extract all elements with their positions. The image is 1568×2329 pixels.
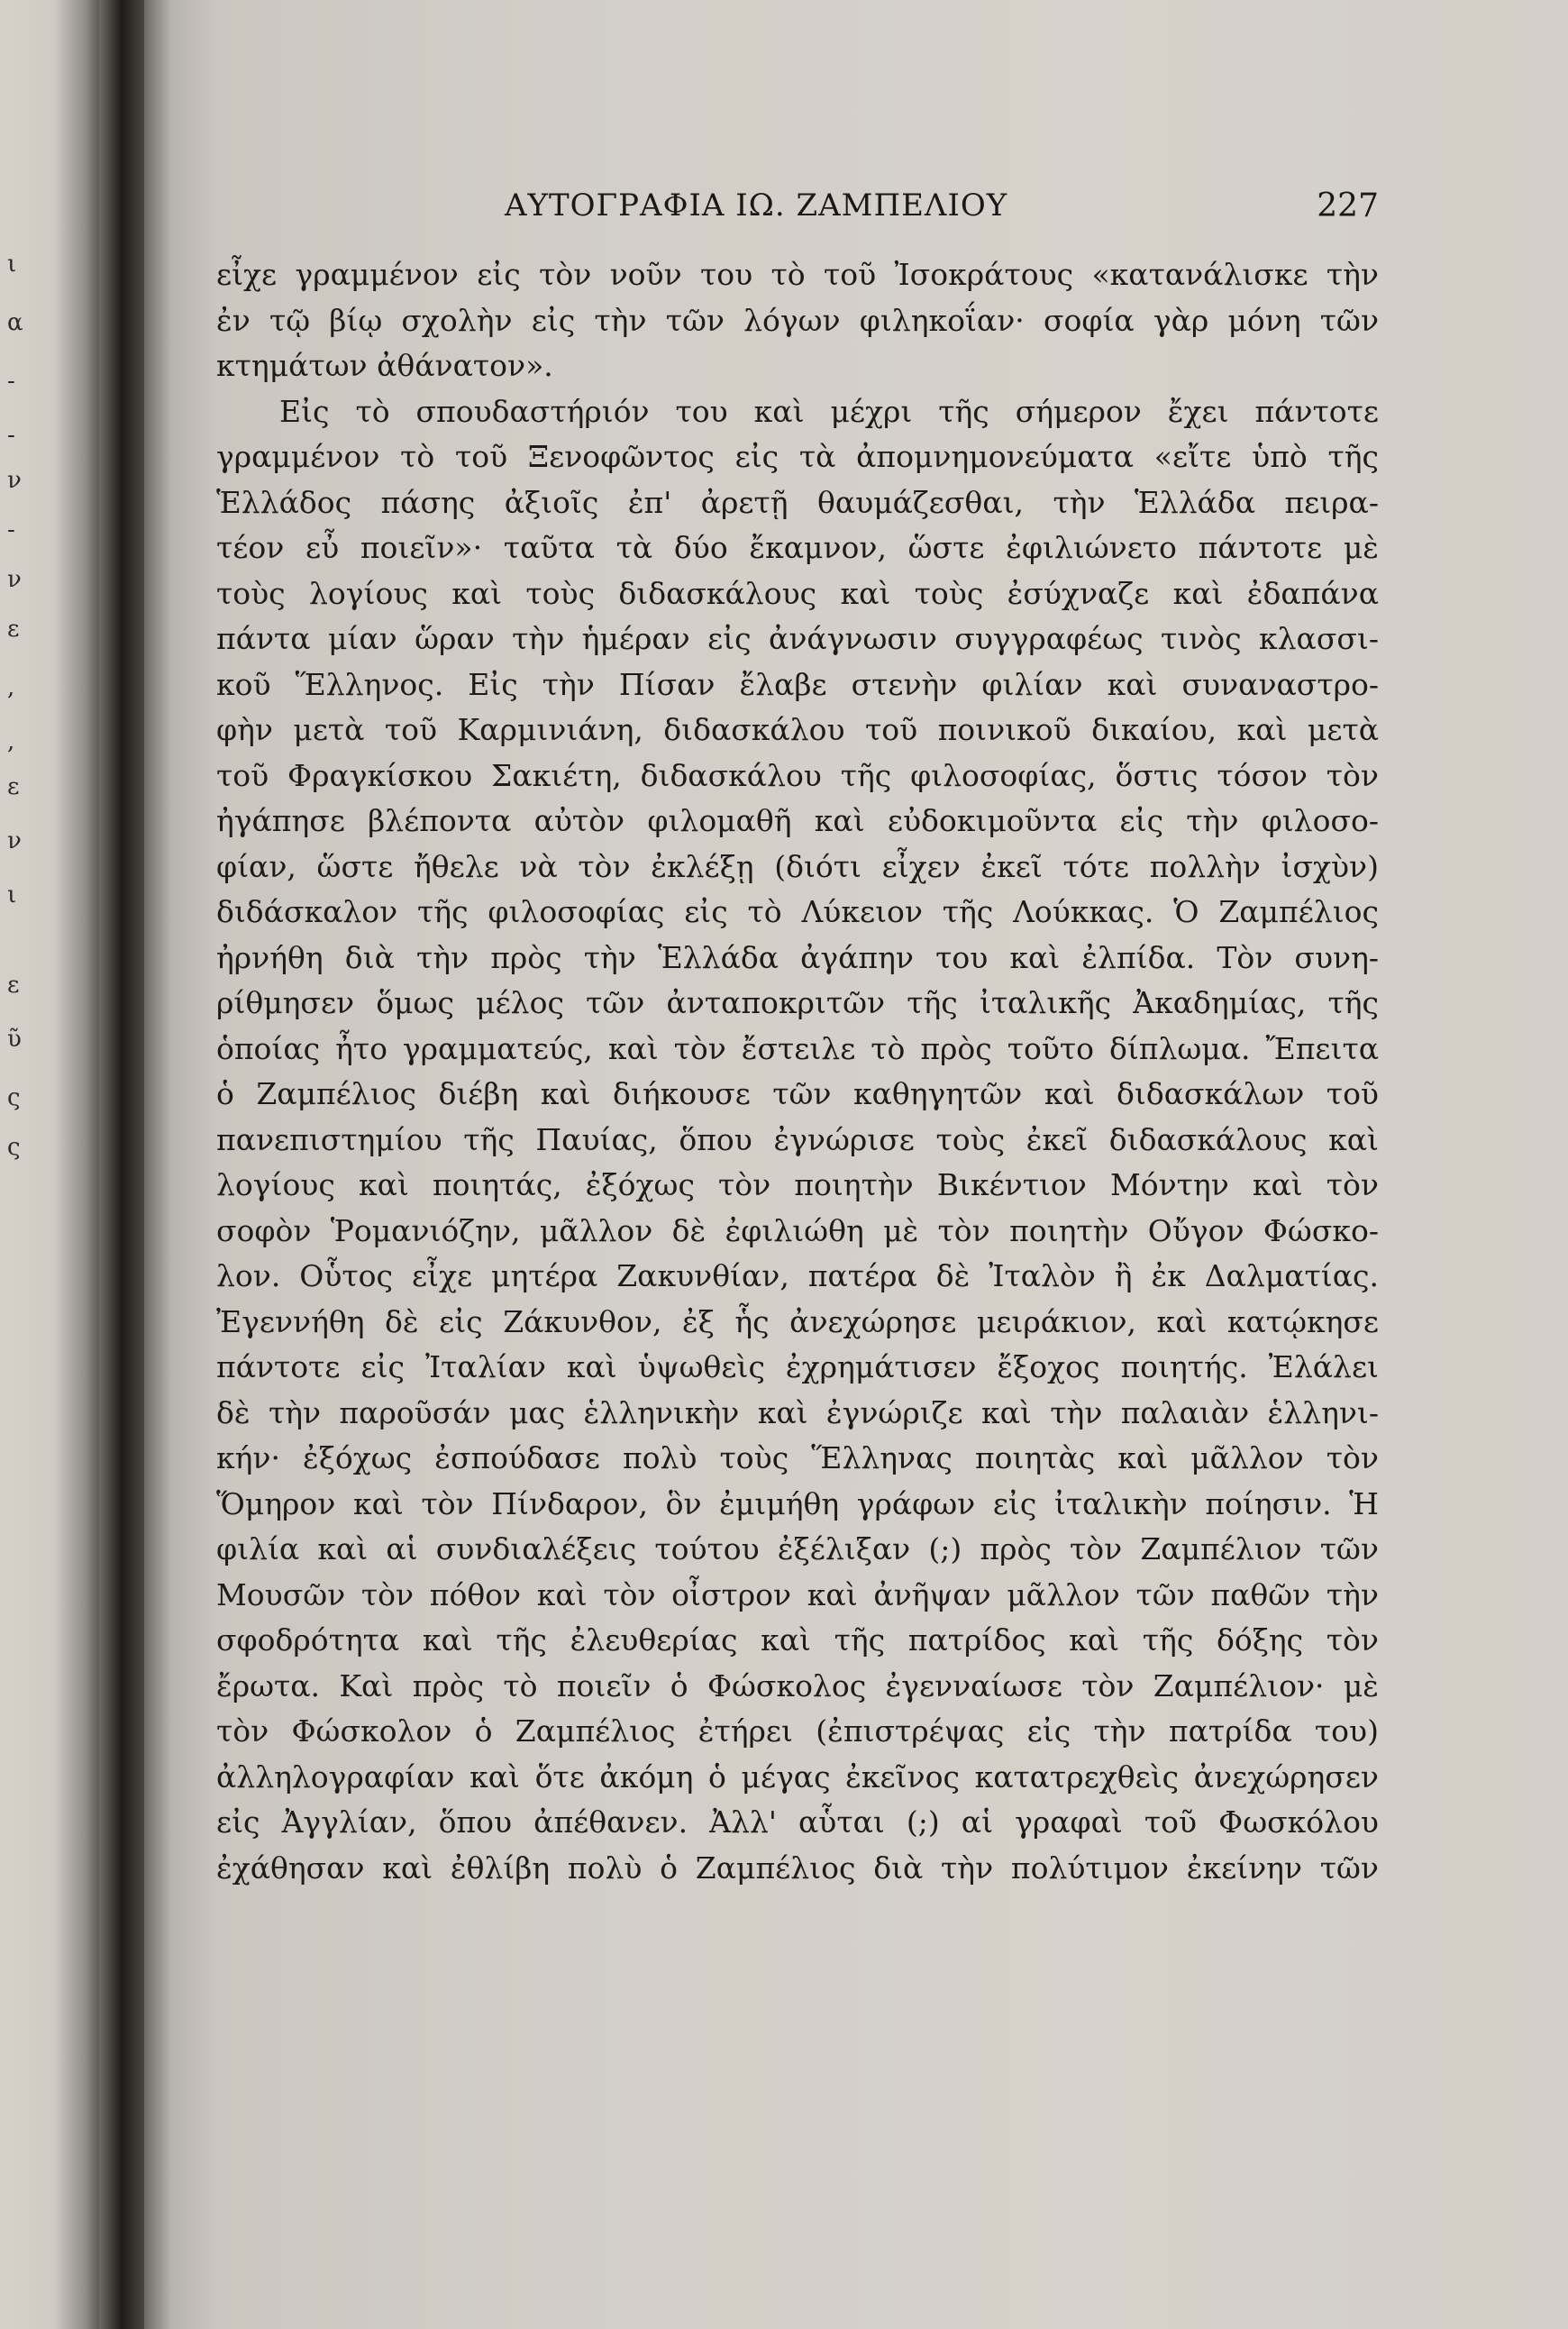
margin-mark: ε bbox=[7, 616, 20, 643]
text-line: ἠρνήθη διὰ τὴν πρὸς τὴν Ἑλλάδα ἀγάπην του καὶ ἐλπίδα. Τὸν συνη- bbox=[216, 939, 1379, 975]
margin-mark: ι bbox=[7, 881, 17, 909]
text-line: ἐχάθησαν καὶ ἐθλίβη πολὺ ὁ Ζαμπέλιος διὰ τὴν πολύτιμον ἐκείνην τῶν bbox=[216, 1850, 1379, 1886]
text-line: εἰς Ἀγγλίαν, ὅπου ἀπέθανεν. Ἀλλ' αὗται (;) αἱ γραφαὶ τοῦ Φωσκόλου bbox=[216, 1804, 1379, 1840]
margin-mark: ν bbox=[7, 827, 22, 854]
margin-mark: , bbox=[7, 674, 15, 701]
text-line: Μουσῶν τὸν πόθον καὶ τὸν οἶστρον καὶ ἀνῆψαν μᾶλλον τῶν παθῶν τὴν bbox=[216, 1576, 1379, 1612]
book-gutter bbox=[99, 0, 144, 2329]
margin-mark: α bbox=[7, 309, 23, 336]
text-line: ἠγάπησε βλέποντα αὐτὸν φιλομαθῆ καὶ εὐδοκιμοῦντα εἰς τὴν φιλοσο- bbox=[216, 803, 1379, 838]
margin-mark: ι bbox=[7, 251, 17, 278]
text-line: ρίθμησεν ὅμως μέλος τῶν ἀνταποκριτῶν τῆς ἰταλικῆς Ἀκαδημίας, τῆς bbox=[216, 985, 1379, 1020]
text-line: τοῦ Φραγκίσκου Σακιέτη, διδασκάλου τῆς φιλοσοφίας, ὅστις τόσον τὸν bbox=[216, 757, 1379, 793]
text-line: κοῦ Ἕλληνος. Εἰς τὴν Πίσαν ἔλαβε στενὴν φιλίαν καὶ συναναστρο- bbox=[216, 666, 1379, 702]
margin-mark: - bbox=[7, 516, 15, 543]
margin-mark: ε bbox=[7, 773, 20, 800]
text-line: σφοδρότητα καὶ τῆς ἐλευθερίας καὶ τῆς πατρίδος καὶ τῆς δόξης τὸν bbox=[216, 1622, 1379, 1658]
text-line: πανεπιστημίου τῆς Παυίας, ὅπου ἐγνώρισε τοὺς ἐκεῖ διδασκάλους καὶ bbox=[216, 1121, 1379, 1157]
text-line: πάντοτε εἰς Ἰταλίαν καὶ ὑψωθεὶς ἐχρημάτισεν ἔξοχος ποιητής. Ἐλάλει bbox=[216, 1349, 1379, 1384]
text-line: δὲ τὴν παροῦσάν μας ἑλληνικὴν καὶ ἐγνώριζε καὶ τὴν παλαιὰν ἑλληνι- bbox=[216, 1394, 1379, 1430]
text-line: τέον εὖ ποιεῖν»· ταῦτα τὰ δύο ἔκαμνον, ὥστε ἐφιλιώνετο πάντοτε μὲ bbox=[216, 530, 1379, 565]
text-line: τοὺς λογίους καὶ τοὺς διδασκάλους καὶ τοὺς ἐσύχναζε καὶ ἐδαπάνα bbox=[216, 575, 1379, 611]
page-content bbox=[216, 171, 1379, 2244]
margin-mark: ν bbox=[7, 467, 22, 494]
text-line: φὴν μετὰ τοῦ Καρμινιάνη, διδασκάλου τοῦ ποινικοῦ δικαίου, καὶ μετὰ bbox=[216, 712, 1379, 747]
text-line: ὁποίας ἦτο γραμματεύς, καὶ τὸν ἔστειλε τὸ πρὸς τοῦτο δίπλωμα. Ἔπειτα bbox=[216, 1030, 1379, 1066]
margin-mark: ς bbox=[7, 1134, 21, 1161]
text-line: λογίους καὶ ποιητάς, ἐξόχως τὸν ποιητὴν Βικέντιον Μόντην καὶ τὸν bbox=[216, 1167, 1379, 1202]
text-line: ἔρωτα. Καὶ πρὸς τὸ ποιεῖν ὁ Φώσκολος ἐγενναίωσε τὸν Ζαμπέλιον· μὲ bbox=[216, 1667, 1379, 1703]
text-line: κήν· ἐξόχως ἐσπούδασε πολὺ τοὺς Ἕλληνας ποιητὰς καὶ μᾶλλον τὸν bbox=[216, 1440, 1379, 1475]
text-line: Εἰς τὸ σπουδαστήριόν του καὶ μέχρι τῆς σήμερον ἔχει πάντοτε bbox=[279, 393, 1379, 429]
text-line: λον. Οὗτος εἶχε μητέρα Ζακυνθίαν, πατέρα δὲ Ἰταλὸν ἢ ἐκ Δαλματίας. bbox=[216, 1258, 1379, 1293]
text-line: τὸν Φώσκολον ὁ Ζαμπέλιος ἐτήρει (ἐπιστρέψας εἰς τὴν πατρίδα του) bbox=[216, 1713, 1379, 1749]
text-line: ἐν τῷ βίῳ σχολὴν εἰς τὴν τῶν λόγων φιληκοΐαν· σοφία γὰρ μόνη τῶν bbox=[216, 302, 1379, 338]
margin-mark: ε bbox=[7, 972, 20, 999]
margin-mark: , bbox=[7, 728, 15, 755]
page-number: 227 bbox=[1317, 187, 1379, 224]
running-head bbox=[216, 171, 1379, 225]
text-line: πάντα μίαν ὥραν τὴν ἡμέραν εἰς ἀνάγνωσιν συγγραφέως τινὸς κλασσι- bbox=[216, 621, 1379, 656]
text-line: Ὅμηρον καὶ τὸν Πίνδαρον, ὃν ἐμιμήθη γράφων εἰς ἰταλικὴν ποίησιν. Ἡ bbox=[216, 1485, 1379, 1521]
text-line: σοφὸν Ῥομανιόζην, μᾶλλον δὲ ἐφιλιώθη μὲ τὸν ποιητὴν Οὔγον Φώσκο- bbox=[216, 1212, 1379, 1248]
text-line: κτημάτων ἀθάνατον». bbox=[216, 348, 553, 383]
margin-mark: - bbox=[7, 422, 15, 449]
text-line: Ἐγεννήθη δὲ εἰς Ζάκυνθον, ἐξ ἧς ἀνεχώρησε μειράκιον, καὶ κατῴκησε bbox=[216, 1303, 1379, 1339]
margin-mark: - bbox=[7, 368, 15, 395]
text-line: ἀλληλογραφίαν καὶ ὅτε ἀκόμη ὁ μέγας ἐκεῖνος κατατρεχθεὶς ἀνεχώρησεν bbox=[216, 1758, 1379, 1795]
running-title: ΑΥΤΟΓΡΑΦΙΑ ΙΩ. ΖΑΜΠΕΛΙΟΥ bbox=[505, 187, 1008, 224]
text-line: Ἑλλάδος πάσης ἀξιοῖς ἐπ' ἀρετῇ θαυμάζεσθαι, τὴν Ἑλλάδα πειρα- bbox=[216, 484, 1379, 520]
text-line: διδάσκαλον τῆς φιλοσοφίας εἰς τὸ Λύκειον τῆς Λούκκας. Ὁ Ζαμπέλιος bbox=[216, 894, 1379, 929]
text-line: φίαν, ὥστε ἤθελε νὰ τὸν ἐκλέξῃ (διότι εἶχεν ἐκεῖ τότε πολλὴν ἰσχὺν) bbox=[216, 848, 1379, 884]
body-text bbox=[216, 252, 1379, 1891]
margin-mark: ς bbox=[7, 1084, 21, 1111]
text-line: γραμμένον τὸ τοῦ Ξενοφῶντος εἰς τὰ ἀπομνημονεύματα «εἴτε ὑπὸ τῆς bbox=[216, 439, 1379, 474]
margin-mark: ῦ bbox=[7, 1026, 22, 1053]
margin-mark: ν bbox=[7, 566, 22, 593]
text-line: ὁ Ζαμπέλιος διέβη καὶ διήκουσε τῶν καθηγητῶν καὶ διδασκάλων τοῦ bbox=[216, 1076, 1379, 1111]
text-line: φιλία καὶ αἱ συνδιαλέξεις τούτου ἐξέλιξαν (;) πρὸς τὸν Ζαμπέλιον τῶν bbox=[216, 1531, 1379, 1566]
facing-page-edge bbox=[0, 0, 99, 2329]
text-line: εἶχε γραμμένον εἰς τὸν νοῦν του τὸ τοῦ Ἰσοκράτους «κατανάλισκε τὴν bbox=[216, 257, 1379, 292]
